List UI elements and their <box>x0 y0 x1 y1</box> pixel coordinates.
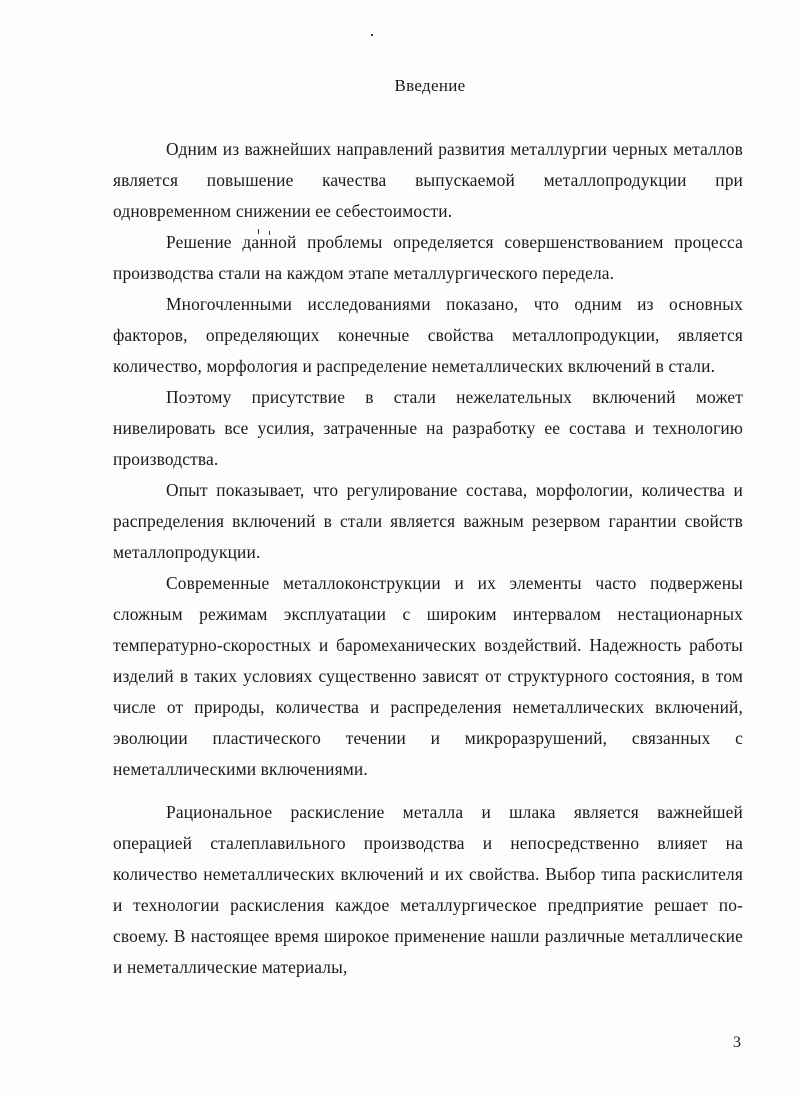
paragraph: Опыт показывает, что регулирование состава, морфологии, количества и распределения включений в стали является важным резервом гарантии свойств металлопродукции. <box>113 480 743 562</box>
page-number: 3 <box>733 1034 741 1051</box>
document-body <box>113 134 743 983</box>
paragraph: Поэтому присутствие в стали нежелательных включений может нивелировать все усилия, затраченные на разработку ее состава и технологию производства. <box>113 387 743 469</box>
document-title: Введение <box>394 76 466 95</box>
scan-speck <box>371 34 373 36</box>
paragraph: Современные металлоконструкции и их элементы часто подвержены сложным режимам эксплуатации с широким интервалом нестационарных температурно-скоростных и баромеханических воздействий. Надежность работы изделий в таких условиях существенно зависят от структурного состояния, в том числе от природы, количества и распределения неметаллических включений, эволюции пластического течении и микроразрушений, связанных с неметаллическими включениями. <box>113 573 743 779</box>
paragraph: Решение данной проблемы определяется совершенствованием процесса производства стали на каждом этапе металлургического передела. <box>113 232 743 283</box>
paragraph: Многочленными исследованиями показано, что одним из основных факторов, определяющих конечные свойства металлопродукции, является количество, морфология и распределение неметаллических включений в стали. <box>113 294 743 376</box>
paragraph: Рациональное раскисление металла и шлака является важнейшей операцией сталеплавильного производства и непосредственно влияет на количество неметаллических включений и их свойства. Выбор типа раскислителя и технологии раскисления каждое металлургическое предприятие решает по-своему. В настоящее время широкое применение нашли различные металлические и неметаллические материалы, <box>113 802 743 977</box>
paragraph: Одним из важнейших направлений развития металлургии черных металлов является повышение качества выпускаемой металлопродукции при одновременном снижении ее себестоимости. <box>113 139 743 221</box>
